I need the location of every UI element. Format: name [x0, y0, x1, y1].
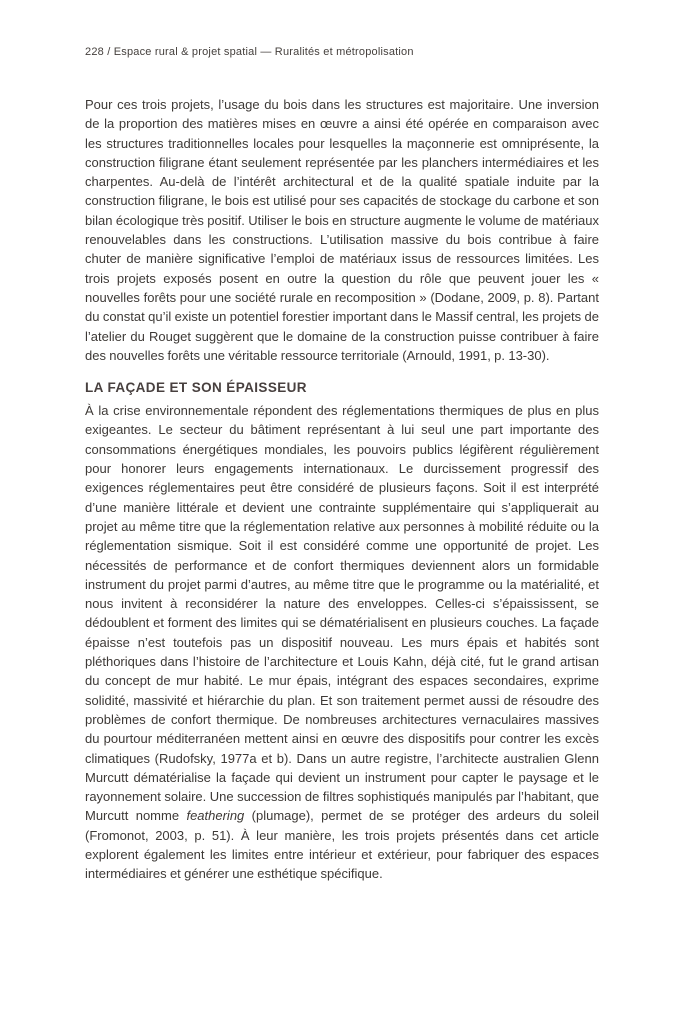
paragraph-wood-structures: Pour ces trois projets, l’usage du bois dans les structures est majoritaire. Une inversion de la proportion des matières mises en œuvre a ainsi été opérée en comparaison avec les structures traditionnelles locales pour lesquelles la maçonnerie est omniprésente, la construction filigrane étant seulement représentée par les planchers intermédiaires et les charpentes. Au-delà de l’intérêt architectural et de la qualité spatiale induite par la construction filigrane, le bois est utilisé pour ses capacités de stockage du carbone et son bilan écologique très positif. Utiliser le bois en structure augmente le volume de matériaux renouvelables dans les constructions. L’utilisation massive du bois contribue à faire chuter de manière significative l’emploi de matériaux issus de ressources limitées. Les trois projets exposés posent en outre la question du rôle que peuvent jouer les « nouvelles forêts pour une société rurale en recomposition » (Dodane, 2009, p. 8). Partant du constat qu’il existe un potentiel forestier important dans le Massif central, les projets de l’atelier du Rouget suggèrent que le domaine de la construction puisse contribuer à faire des nouvelles forêts une véritable ressource territoriale (Arnould, 1991, p. 13-30). — [85, 97, 599, 363]
page-content — [85, 46, 599, 884]
running-header: 228 / Espace rural & projet spatial — Ruralités et métropolisation — [85, 46, 414, 58]
section-heading-facade: LA FAÇADE ET SON ÉPAISSEUR — [85, 380, 307, 396]
paragraph-facade-thickness: À la crise environnementale répondent des réglementations thermiques de plus en plus exigeantes. Le secteur du bâtiment représentant à lui seul une part importante des consommations énergétiques mondiales, les pouvoirs publics légifèrent régulièrement pour honorer leurs engagements internationaux. Le durcissement progressif des exigences réglementaires peut être considéré de plusieurs façons. Soit il est interprété d’une manière littérale et devient une contrainte supplémentaire qui s’appliquerait au projet au même titre que la réglementation relative aux personnes à mobilité réduite ou la réglementation sismique. Soit il est considéré comme une opportunité de projet. Les nécessités de performance et de confort thermiques deviennent alors un formidable instrument du projet parmi d’autres, au même titre que le programme ou la matérialité, et nous invitent à reconsidérer la nature des enveloppes. Celles-ci s’épaississent, se dédoublent et forment des limites qui se dématérialisent en plusieurs couches. La façade épaisse n’est toutefois pas un dispositif nouveau. Les murs épais et habités sont pléthoriques dans l’histoire de l’architecture et Louis Kahn, déjà cité, fut le grand artisan du concept de mur habité. Le mur épais, intégrant des espaces secondaires, exprime solidité, massivité et hiérarchie du plan. Et son traitement permet aussi de résoudre des problèmes de confort thermique. De nombreuses architectures vernaculaires massives du pourtour méditerranéen mettent ainsi en œuvre des dispositifs pour contrer les excès climatiques (Rudofsky, 1977a et b). Dans un autre registre, l’architecte australien Glenn Murcutt dématérialise la façade qui devient un instrument pour capter le paysage et le rayonnement solaire. Une succession de filtres sophistiqués manipulés par l’habitant, que Murcutt nomme feathering (plumage), permet de se protéger des ardeurs du soleil (Fromonot, 2003, p. 51). À leur manière, les trois projets présentés dans cet article explorent également les limites entre intérieur et extérieur, pour fabriquer des espaces intermédiaires et générer une esthétique spécifique. — [85, 403, 599, 882]
